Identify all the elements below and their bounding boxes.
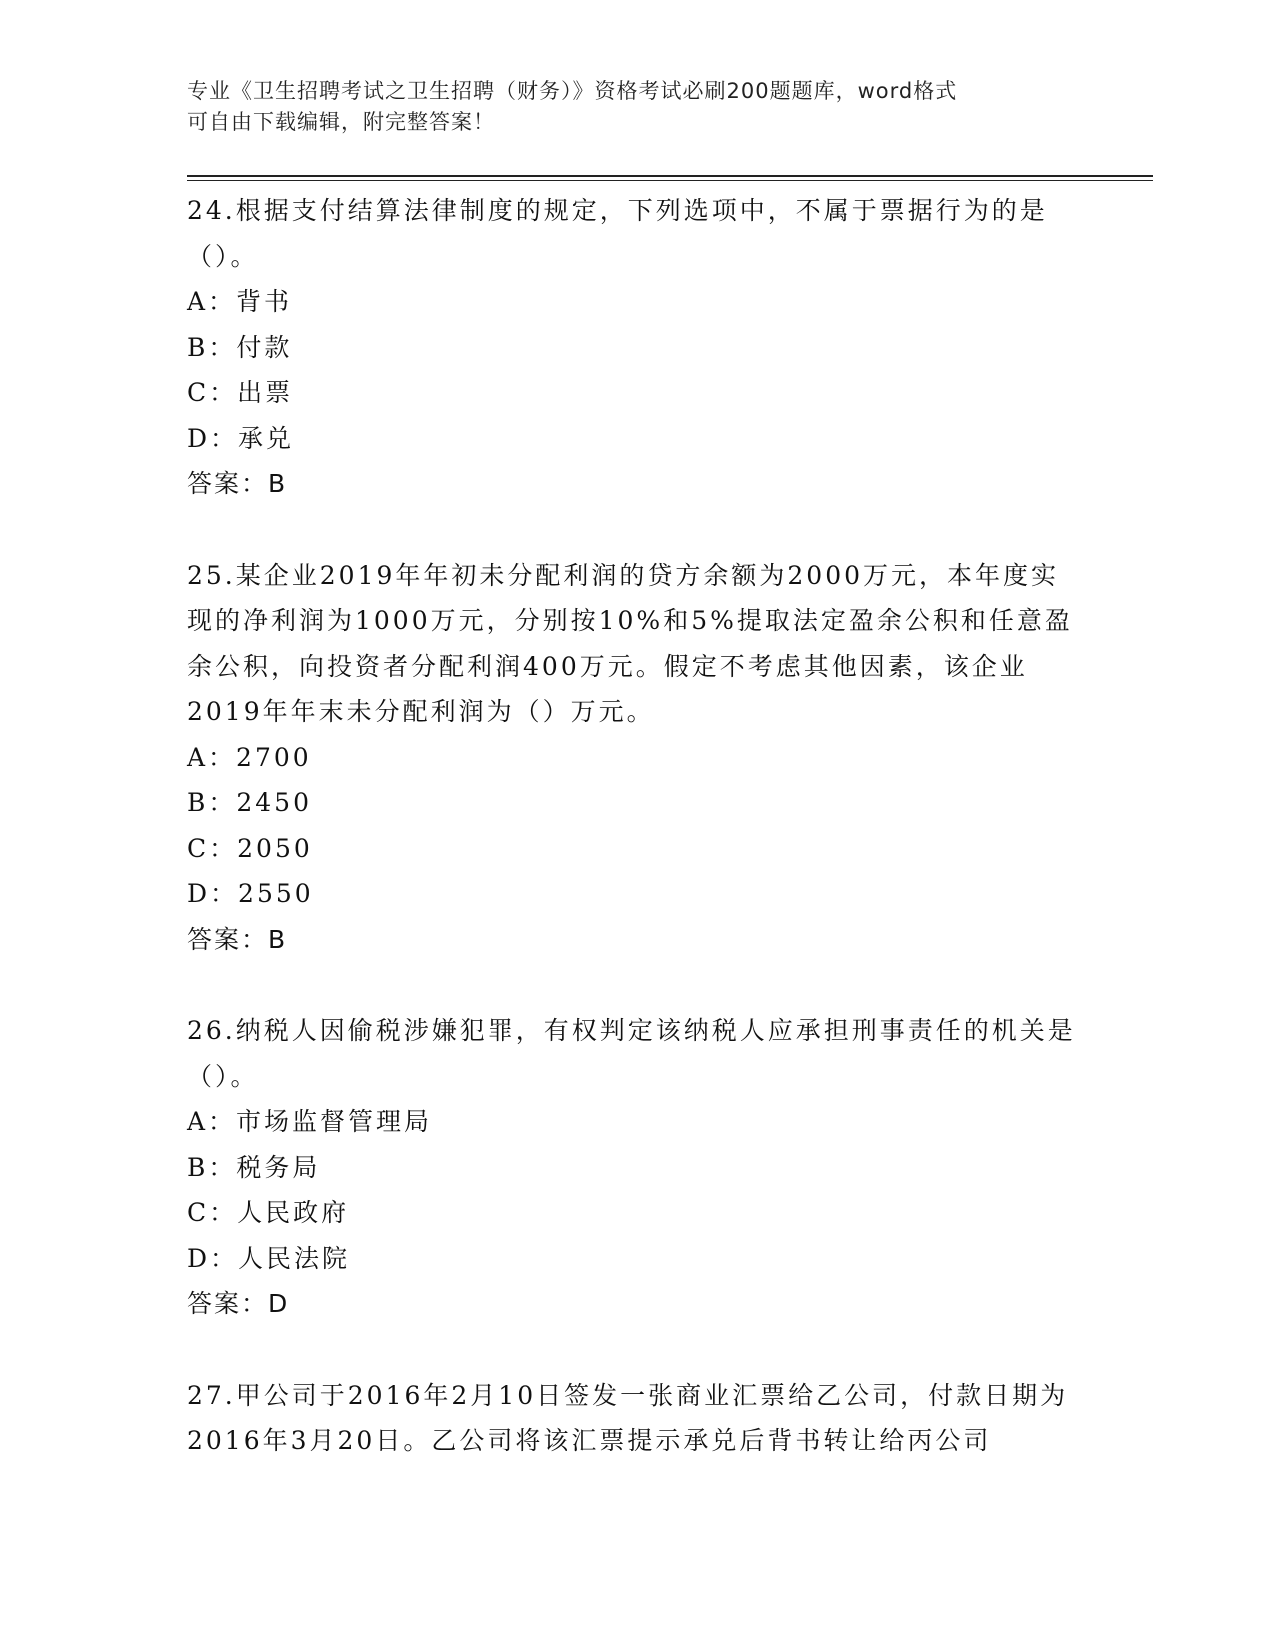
option-c: C：出票 [187, 378, 294, 407]
answer-line: 答案：D [187, 1289, 290, 1318]
answer-line: 答案：B [187, 469, 288, 498]
header-divider-thick [187, 175, 1153, 177]
option-b: B：付款 [187, 332, 293, 362]
option-a: A：背书 [187, 287, 293, 316]
option-b: B：2450 [187, 788, 312, 817]
question-24 [187, 188, 1077, 507]
answer-line: 答案：B [187, 924, 288, 954]
option-d: D：承兑 [187, 423, 295, 453]
option-b: B：税务局 [187, 1152, 321, 1182]
header-line-1: 专业《卫生招聘考试之卫生招聘（财务）》资格考试必刷200题题库，word格式 [187, 79, 958, 103]
header-line-2: 可自由下载编辑，附完整答案！ [187, 110, 495, 134]
question-text: 25.某企业2019年年初未分配利润的贷方余额为2000万元，本年度实现的净利润为1000万元，分别按10%和5%提取法定盈余公积和任意盈余公积，向投资者分配利润400万元。假定不考虑其他因素，该企业2019年年末未分配利润为（）万元。 [187, 560, 1073, 726]
option-c: C：2050 [187, 833, 313, 863]
question-list [187, 188, 1077, 1510]
option-a: A：2700 [187, 742, 312, 772]
option-c: C：人民政府 [187, 1198, 350, 1227]
question-text: 24.根据支付结算法律制度的规定，下列选项中，不属于票据行为的是（）。 [187, 196, 1048, 271]
question-text: 26.纳税人因偷税涉嫌犯罪，有权判定该纳税人应承担刑事责任的机关是（）。 [187, 1016, 1076, 1091]
document-header [187, 76, 1067, 138]
question-25 [187, 553, 1077, 963]
option-d: D：人民法院 [187, 1243, 351, 1273]
header-divider-thin [187, 180, 1153, 181]
option-a: A：市场监督管理局 [187, 1107, 433, 1136]
question-26 [187, 1008, 1077, 1327]
option-d: D：2550 [187, 879, 314, 908]
question-text: 27.甲公司于2016年2月10日签发一张商业汇票给乙公司，付款日期为2016年3月20日。乙公司将该汇票提示承兑后背书转让给丙公司 [187, 1380, 1069, 1455]
question-27 [187, 1373, 1077, 1464]
